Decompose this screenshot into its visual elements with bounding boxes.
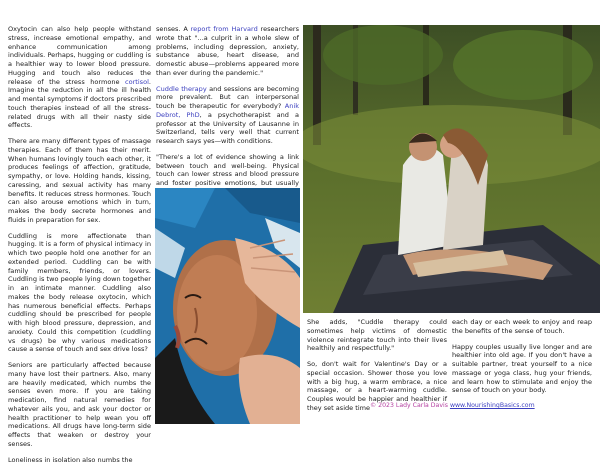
paragraph: Loneliness in isolation also numbs the: [8, 455, 133, 464]
paragraph: senses. A report from Harvard researchers wrote that "...a culprit in a whole slew of problems, including depression, anxiety, substance abuse, heart disease, and domestic abuse—problems appeared more than ever during the pandemic.": [156, 25, 299, 77]
cortisol-link[interactable]: cortisol: [124, 77, 149, 86]
harvard-report-link[interactable]: report from Harvard: [190, 25, 258, 33]
paragraph: Oxytocin can also help people withstand stress, increase emotional empathy, and enhance communication among individuals. Perhaps, hugging or cuddling is a healthier way to lower blood pressure. Hugging and touch also reduces the release of the stress hormone cortisol. Imagine the reduction in all the ill health and mental symptoms if doctors prescribed touch therapies instead of all the stress-related drugs with all their nasty side effects.: [8, 25, 152, 130]
anik-debrot-link[interactable]: Anik Debrot, PhD: [156, 102, 299, 119]
paragraph: Seniors are particularly affected because many have lost their partners. Also, many are heavily medicated, which numbs the senses even more. If you are taking medication, find natural remedies for whatever ails you, and ask your doctor or health practitioner to help wean you off medications. All drugs have long-term side effects that weaken or destroy your senses.: [8, 361, 151, 448]
paragraph: each day or each week to enjoy and reap the benefits of the sense of touch.: [452, 318, 592, 335]
face-massage-photo: [155, 188, 300, 424]
couple-cuddling-photo: [303, 25, 600, 313]
paragraph: Happy couples usually live longer and are healthier into old age. If you don't have a suitable partner, treat yourself to a nice massage or yoga class, hug your friends, and learn how to stimulate and enjoy the sense of touch on your body.: [452, 342, 592, 395]
text-column-1: [8, 25, 151, 471]
page-footer: [370, 402, 535, 409]
paragraph: She adds, "Cuddle therapy could sometimes help victims of domestic violence reintegrate touch into their lives healthily and respectfully.": [307, 318, 447, 353]
paragraph: So, don't wait for Valentine's Day or a special occasion. Shower those you love with a big hug, a warm embrace, a nice massage, or a heart-warming cuddle. Couples would be happier and healthier if they set aside time: [307, 360, 447, 412]
paragraph: "There's a lot of evidence showing a link between touch and well-being. Physical touch can lower stress and blood pressure and foster positive emotions, but usually: [156, 152, 299, 187]
paragraph: Cuddle therapy and sessions are becoming more prevalent. But can interpersonal touch be therapeutic for everybody? Anik Debrot, PhD, a psychotherapist and a professor at the University of Lausanne in Switzerland, tells very well that current research says yes—with conditions.: [156, 84, 299, 145]
text-column-4: [452, 318, 592, 402]
website-link[interactable]: www.NourishingBasics.com: [449, 402, 535, 409]
cuddle-therapy-link[interactable]: Cuddle therapy: [156, 84, 207, 93]
paragraph: There are many different types of massage therapies. Each of them has their merit. When humans lovingly touch each other, it produces feelings of affection, gratitude, sympathy, or love. Holding hands, kissing, caressing, and sexual activity has many benefits. It reduces stress hormones. Touch can also arouse emotions which in turn, makes the body secrete hormones and fluids in preparation for sex.: [8, 137, 151, 224]
text-column-2: [156, 25, 299, 204]
copyright-text: © 2023 Lady Carla Davis: [370, 402, 450, 409]
paragraph: Cuddling is more affectionate than hugging. It is a form of physical intimacy in which two people hold one another for an extended period. Cuddling can be with family members, friends, or lovers. Cuddling is two people lying down together in an intimate manner. Cuddling also makes the body release oxytocin, which has numerous beneficial effects. Perhaps cuddling should be prescribed for people with high blood pressure, depression, and anxiety. Could this competition (cuddling vs drugs) be why various medications cause a sense of touch and sex drive loss?: [8, 231, 151, 354]
